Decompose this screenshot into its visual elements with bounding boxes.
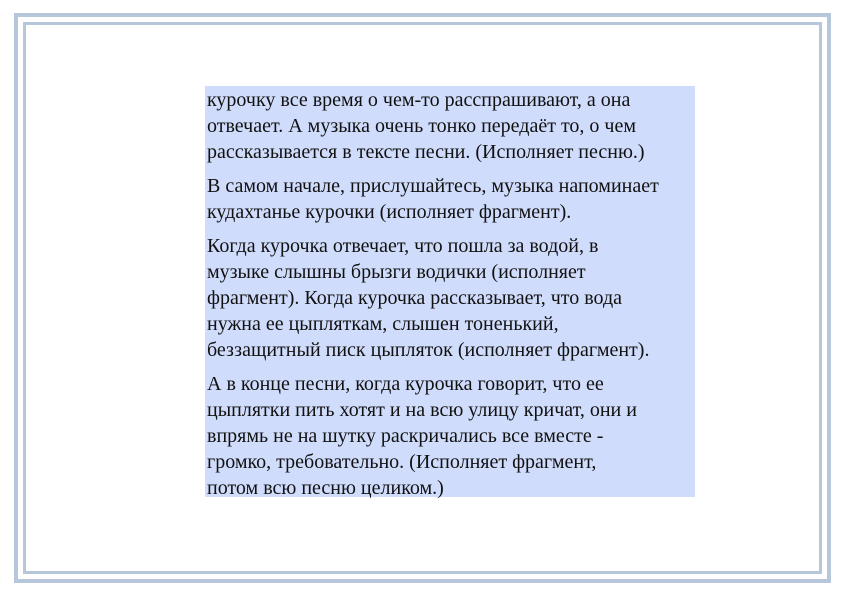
text-line: А в конце песни, когда курочка говорит, что ее bbox=[207, 373, 604, 395]
paragraph-1 bbox=[207, 87, 695, 165]
text-line: беззащитный писк цыпляток (исполняет фрагмент). bbox=[207, 339, 650, 361]
text-line: цыплятки пить хотят и на всю улицу кричат, они и bbox=[207, 399, 637, 421]
text-line: впрямь не на шутку раскричались все вместе - bbox=[207, 425, 604, 447]
text-line: фрагмент). Когда курочка рассказывает, что вода bbox=[207, 287, 623, 309]
text-line: Когда курочка отвечает, что пошла за водой, в bbox=[207, 235, 599, 257]
text-line: В самом начале, прислушайтесь, музыка напоминает bbox=[207, 175, 659, 197]
paragraph-2 bbox=[207, 173, 695, 225]
text-line: нужна ее цыпляткам, слышен тоненький, bbox=[207, 313, 559, 335]
text-line: курочку все время о чем-то расспрашивают, а она bbox=[207, 89, 631, 111]
text-line: рассказывается в тексте песни. (Исполняет песню.) bbox=[207, 141, 645, 163]
text-line: отвечает. А музыка очень тонко передаёт то, о чем bbox=[207, 115, 637, 137]
paragraph-4 bbox=[207, 371, 695, 501]
paragraph-3 bbox=[207, 233, 695, 363]
text-line: громко, требовательно. (Исполняет фрагмент, bbox=[207, 451, 597, 473]
text-line: потом всю песню целиком.) bbox=[207, 477, 444, 499]
text-line: кудахтанье курочки (исполняет фрагмент). bbox=[207, 201, 572, 223]
text-line: музыке слышны брызги водички (исполняет bbox=[207, 261, 586, 283]
text-box bbox=[205, 86, 695, 497]
